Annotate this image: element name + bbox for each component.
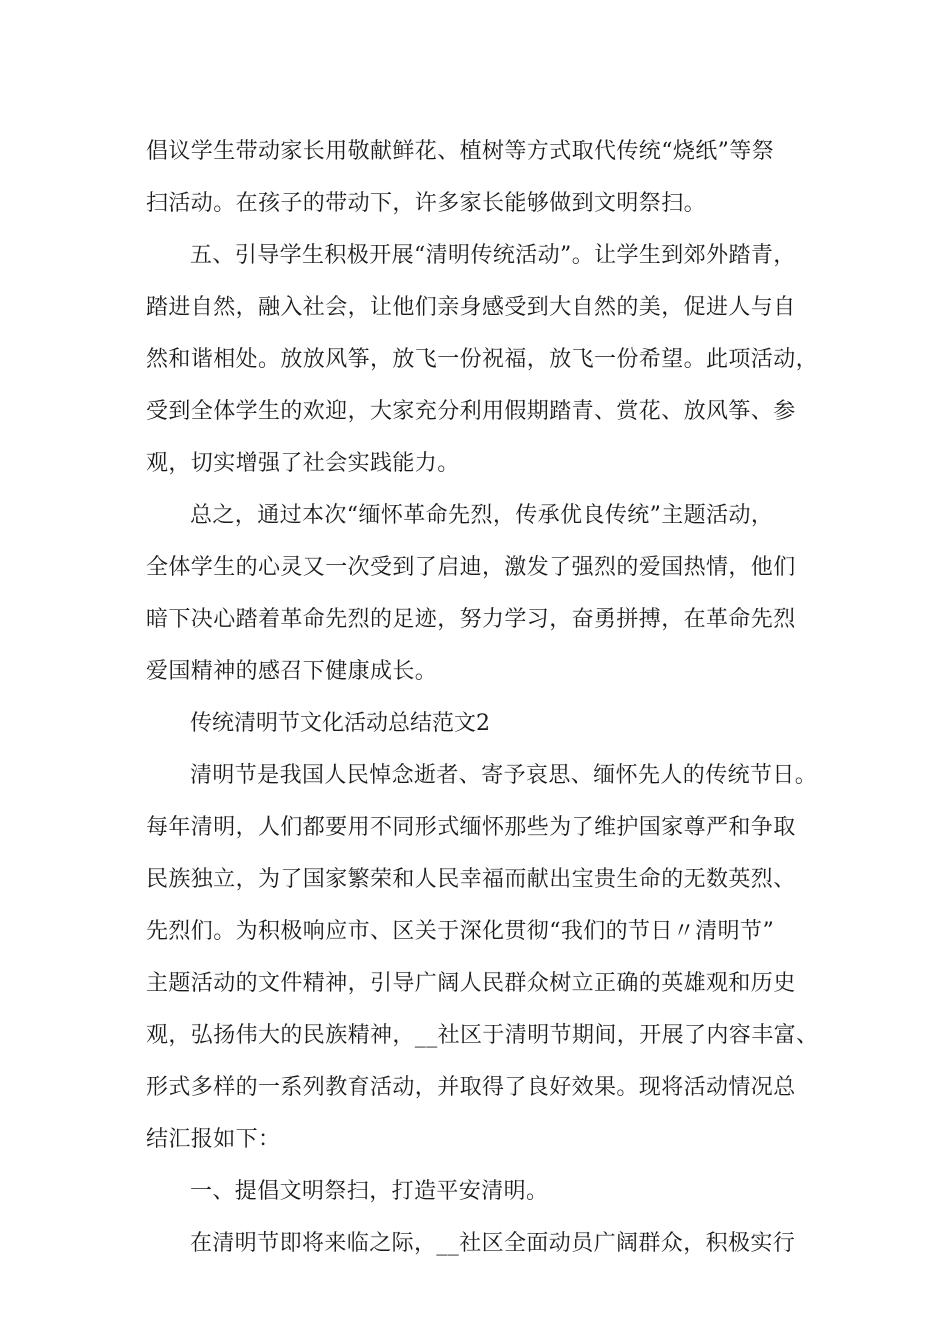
text-line: 扫活动。在孩子的带动下，许多家长能够做到文明祭扫。 (146, 191, 707, 216)
text-line: 倡议学生带动家长用敬献鲜花、植树等方式取代传统“烧纸”等祭 (146, 139, 775, 164)
document-body (146, 126, 836, 1270)
text-line: 主题活动的文件精神，引导广阔人民群众树立正确的英雄观和历史 (146, 971, 796, 996)
text-line: 先烈们。为积极响应市、区关于深化贯彻“我们的节日〃清明节” (146, 919, 775, 944)
paragraph-start: 五、引导学生积极开展“清明传统活动”。让学生到郊外踏青， (190, 243, 796, 268)
text-line: 受到全体学生的欢迎，大家充分利用假期踏青、赏花、放风筝、参 (146, 399, 796, 424)
text-line: 然和谐相处。放放风筝，放飞一份祝福，放飞一份希望。此项活动， (146, 347, 819, 372)
text-line: 踏进自然，融入社会，让他们亲身感受到大自然的美，促进人与自 (146, 295, 796, 320)
text-line: 暗下决心踏着革命先烈的足迹，努力学习，奋勇拼搏，在革命先烈 (146, 607, 796, 632)
subsection-heading: 一、提倡文明祭扫，打造平安清明。 (190, 1179, 549, 1204)
text-line: 每年清明，人们都要用不同形式缅怀那些为了维护国家尊严和争取 (146, 815, 796, 840)
text-line: 观，切实增强了社会实践能力。 (146, 451, 460, 476)
paragraph-start: 总之，通过本次“缅怀革命先烈，传承优良传统”主题活动， (190, 503, 774, 528)
section-title: 传统清明节文化活动总结范文2 (190, 711, 490, 736)
text-line: 观，弘扬伟大的民族精神，__社区于清明节期间，开展了内容丰富、 (146, 1023, 819, 1048)
paragraph-start: 在清明节即将来临之际，__社区全面动员广阔群众，积极实行 (190, 1231, 796, 1256)
text-line: 结汇报如下： (146, 1127, 281, 1152)
text-line: 形式多样的一系列教育活动，并取得了良好效果。现将活动情况总 (146, 1075, 796, 1100)
text-line: 民族独立，为了国家繁荣和人民幸福而献出宝贵生命的无数英烈、 (146, 867, 796, 892)
text-line: 爱国精神的感召下健康成长。 (146, 659, 438, 684)
text-line: 全体学生的心灵又一次受到了启迪，激发了强烈的爱国热情，他们 (146, 555, 796, 580)
paragraph-start: 清明节是我国人民悼念逝者、寄予哀思、缅怀先人的传统节日。 (190, 763, 818, 788)
